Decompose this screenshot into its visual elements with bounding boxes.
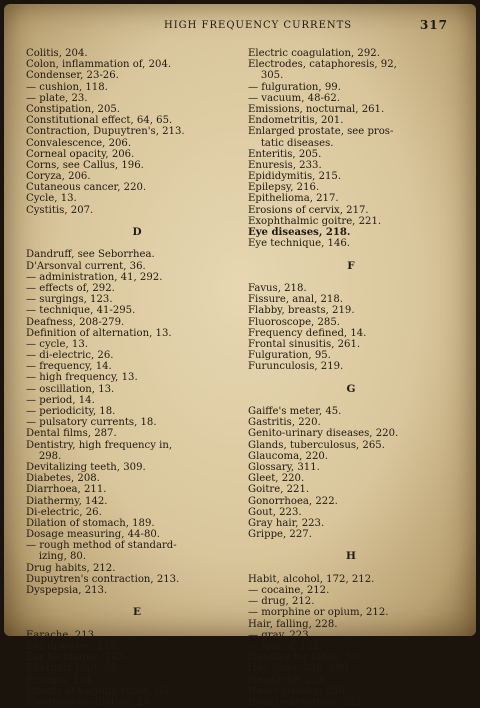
index-entry: Cycle, 13. (26, 193, 77, 205)
spacer (26, 619, 248, 630)
index-entry: Cystitis, 207. (26, 204, 94, 216)
index-entry: Epilepsy, 216. (248, 182, 320, 194)
index-entry: Frequency defined, 14. (248, 327, 367, 339)
index-entry: Endometritis, 201. (248, 115, 344, 127)
index-entry: Definition of alternation, 13. (26, 327, 172, 339)
index-entry: — periodicity, 18. (26, 406, 116, 417)
index-entry: Devitalizing teeth, 309. (26, 461, 146, 473)
index-entry: Hay fever, 228, 280. (248, 663, 352, 675)
index-entry: Flabby, breasts, 219. (248, 305, 355, 317)
section-heading: F (347, 259, 355, 272)
index-column-left (26, 48, 248, 708)
index-entry: — technique, 41-295. (26, 305, 136, 317)
index-entry: Contraction, Dupuytren's, 213. (26, 126, 185, 138)
index-entry: — drug, 212. (248, 596, 315, 608)
index-entry: Di-electric, 26. (26, 506, 102, 518)
index-entry: Eye technique, 146. (248, 238, 350, 250)
index-entry: Dupuytren's contraction, 213. (26, 573, 180, 585)
index-entry: Dental films, 287. (26, 428, 117, 440)
index-entry: — high frequency, 13. (26, 372, 138, 384)
index-entry: izing, 80. (26, 551, 87, 563)
index-entry: Condenser, 23-26. (26, 70, 119, 82)
running-title: HIGH FREQUENCY CURRENTS (164, 20, 353, 31)
index-entry: Diarrhoea, 211. (26, 484, 107, 496)
index-entry: Eberhart Unit, 82. (26, 663, 120, 675)
index-entry: Glands, tuberculosus, 265. (248, 439, 385, 451)
index-entry: — pulsatory currents, 18. (26, 417, 157, 429)
index-entry: Headache, 228. (248, 674, 329, 686)
index-entry: Gout, 223. (248, 506, 302, 518)
index-entry: Gray hair, 223. (248, 517, 325, 529)
index-entry: Earache, 213. (26, 629, 98, 641)
index-entry: Fulguration, 95. (248, 350, 331, 362)
index-entry: — fulguration, 99. (248, 81, 341, 93)
index-entry: — surgings, 123. (26, 294, 113, 306)
index-entry: Gleet, 220. (248, 473, 305, 485)
index-entry: Ear technique, 143. (26, 652, 128, 664)
spacer (248, 395, 454, 406)
index-entry: Glossary, 311. (248, 461, 320, 473)
spacer (248, 249, 454, 260)
section-heading: H (346, 550, 356, 563)
index-entry: Hair, falling, 228. (248, 618, 338, 630)
index-entry: Constipation, 205. (26, 103, 120, 115)
index-entry: Gonorrhoea, 222. (248, 495, 338, 507)
index-entry: Fissure, anal, 218. (248, 294, 343, 306)
page-number: 317 (419, 18, 448, 32)
index-entry: Ear diseases, 214. (26, 640, 120, 652)
index-entry: Glaucoma, 220. (248, 450, 329, 462)
index-entry: Fluoroscope, 285. (248, 316, 340, 328)
index-entry: Gastritis, 220. (248, 417, 321, 429)
index-entry: Corneal opacity, 206. (26, 148, 135, 160)
index-entry: Dandruff, see Seborrhea. (26, 249, 155, 261)
index-entry: Frontal sinusitis, 261. (248, 338, 361, 350)
index-entry: Colitis, 204. (26, 48, 88, 59)
index-entry: Cutaneous cancer, 220. (26, 182, 147, 194)
index-entry: Electrodes, cataphoresis, 92, (248, 59, 397, 71)
index-entry: D'Arsonval current, 36. (26, 260, 146, 272)
index-entry: — cushion, 118. (26, 81, 108, 93)
index-entry: Drug habits, 212. (26, 562, 116, 574)
index-entry: Goitre, 221. (248, 484, 310, 496)
index-entry: Grippe, 227. (248, 529, 312, 541)
index-entry: Corns, see Callus, 196. (26, 159, 144, 171)
index-entry: Habit, alcohol, 172, 212. (248, 573, 375, 585)
index-entry: Effects of vacuum tubes, 63. (26, 685, 172, 697)
index-entry: — effects of, 292. (26, 282, 115, 294)
section-heading: E (132, 606, 141, 619)
spacer (26, 238, 248, 249)
index-entry: Enteritis, 205. (248, 148, 322, 160)
index-column-right (248, 48, 454, 708)
index-entry: tatic diseases. (248, 137, 334, 149)
index-entry: Erosions of cervix, 217. (248, 204, 369, 216)
index-entry: Electric coagulation, 292. (248, 48, 380, 59)
index-entry: Heat penetration, 292. (248, 696, 365, 708)
index-entry: — gray, 223. (248, 629, 312, 641)
index-entry: Enlarged prostate, see pros- (248, 126, 394, 138)
section-heading: G (346, 382, 356, 395)
index-entry: 298. (26, 450, 62, 462)
index-entry: Epididymitis, 215. (248, 171, 342, 183)
index-entry: Furunculosis, 219. (248, 361, 344, 373)
index-entry: — cocaine, 212. (248, 585, 330, 596)
index-entry: — di-electric, 26. (26, 350, 114, 362)
index-entry: Electrical oscillation, 28. (26, 696, 154, 708)
index-entry: Favus, 218. (248, 282, 307, 294)
index-entry: Diabetes, 208. (26, 473, 100, 485)
index-entry: Diathermy, 142. (26, 495, 108, 507)
index-entry: — administration, 41, 292. (26, 271, 163, 283)
index-entry: Coryza, 206. (26, 171, 91, 183)
index-entry: Enuresis, 233. (248, 159, 322, 171)
index-entry: Handles for tubes, 56. (248, 652, 362, 664)
index-entry: — vacuum, 48-62. (248, 92, 340, 104)
index-entry: Deafness, 208-279. (26, 316, 125, 328)
index-entry: Convalescence, 206. (26, 137, 132, 149)
index-entry: — loss of, 172. (248, 640, 323, 652)
index-entry: — period, 14. (26, 394, 95, 406)
index-entry: Exophthalmic goitre, 221. (248, 215, 382, 227)
index-entry: — morphine or opium, 212. (248, 607, 389, 619)
index-entry: Dentistry, high frequency in, (26, 439, 173, 451)
index-entry: Genito-urinary diseases, 220. (248, 428, 399, 440)
index-entry: — plate, 23. (26, 92, 88, 104)
index-entry: Eczema, 214. (26, 674, 95, 686)
index-entry: Dosage measuring, 44-80. (26, 529, 160, 541)
index-entry: Constitutional effect, 64, 65. (26, 115, 173, 127)
index-entry: Epithelioma, 217. (248, 193, 339, 205)
index-entry: — oscillation, 13. (26, 383, 115, 395)
index-entry: Eye diseases, 218. (248, 227, 351, 238)
index-entry: — rough method of standard- (26, 540, 177, 552)
index-entry: Emissions, nocturnal, 261. (248, 103, 385, 115)
index-entry: Dilation of stomach, 189. (26, 517, 155, 529)
page-header (4, 18, 476, 34)
spacer (248, 272, 454, 283)
section-heading: D (132, 226, 142, 238)
spacer (248, 563, 454, 574)
index-entry: 305. (248, 70, 284, 82)
index-entry: Colon, inflammation of, 204. (26, 59, 172, 71)
index-entry: Heart disease, 230. (248, 685, 348, 697)
book-page (4, 4, 476, 708)
index-entry: — cycle, 13. (26, 338, 88, 350)
index-entry: Gaiffe's meter, 45. (248, 406, 342, 417)
spacer (248, 372, 454, 383)
index-entry: Dyspepsia, 213. (26, 585, 108, 596)
index-entry: — frequency, 14. (26, 361, 112, 373)
